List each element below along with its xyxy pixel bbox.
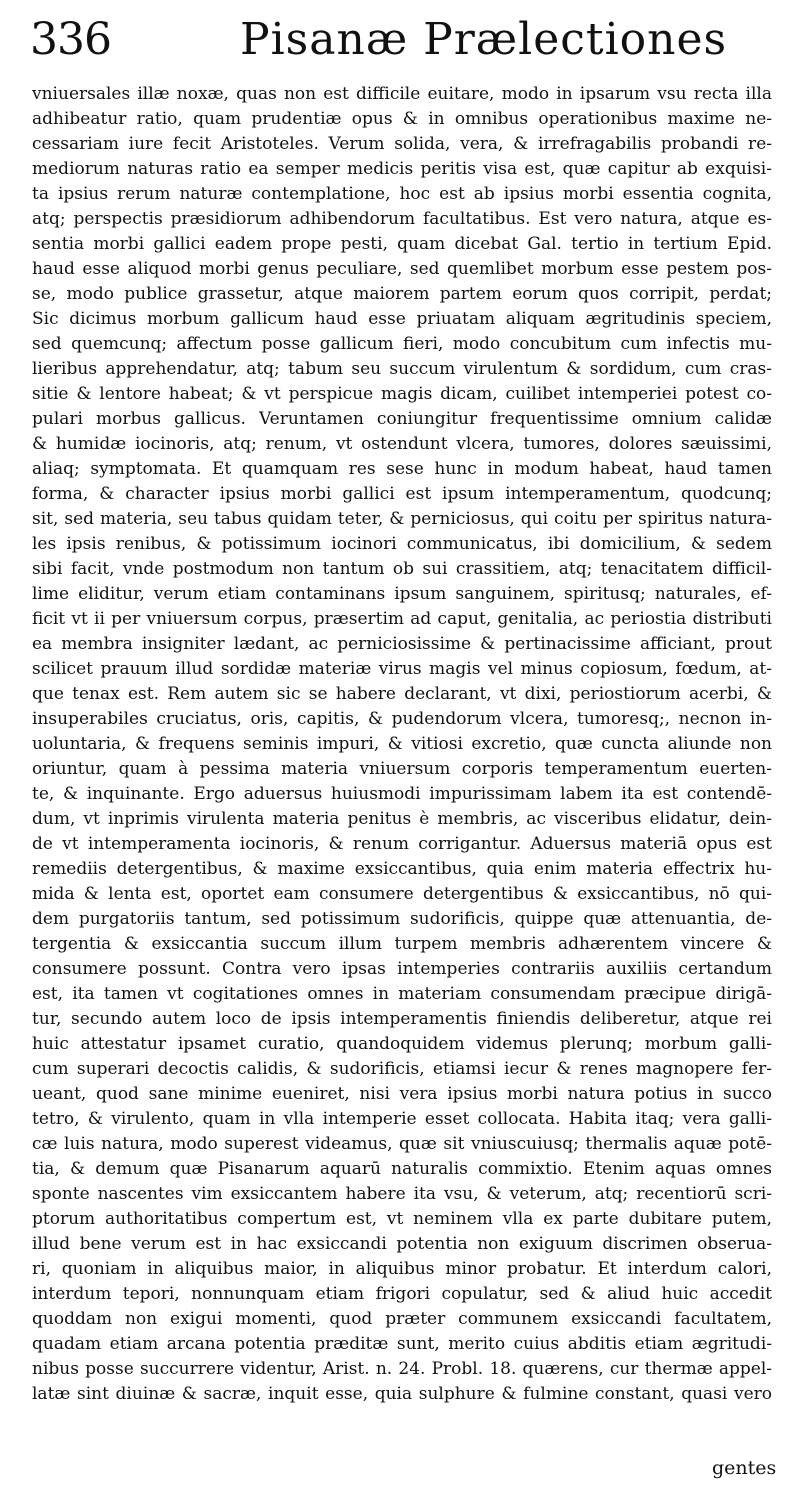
- text-line: adhibeatur ratio, quam prudentiæ opus & in omnibus operationibus maxime ne-: [32, 109, 772, 129]
- text-line: sentia morbi gallici eadem prope pesti, quam dicebat Gal. tertio in tertium Epid.: [32, 234, 772, 254]
- text-line: insuperabiles cruciatus, oris, capitis, & pudendorum vlcera, tumoresq;, necnon in-: [32, 709, 772, 729]
- text-line: huic attestatur ipsamet curatio, quandoquidem videmus plerunq; morbum galli-: [32, 1034, 772, 1054]
- text-line: que tenax est. Rem autem sic se habere declarant, vt dixi, periostiorum acerbi, &: [32, 684, 772, 704]
- text-line: consumere possunt. Contra vero ipsas intemperies contrariis auxiliis certandum: [32, 959, 772, 979]
- text-line: pulari morbus gallicus. Veruntamen coniungitur frequentissime omnium calidæ: [32, 409, 772, 429]
- text-line: cessariam iure fecit Aristoteles. Verum solida, vera, & irrefragabilis probandi re-: [32, 134, 772, 154]
- text-line: atq; perspectis præsidiorum adhibendorum facultatibus. Est vero natura, atque es-: [32, 209, 772, 229]
- text-line: tur, secundo autem loco de ipsis intemperamentis finiendis deliberetur, atque rei: [32, 1009, 772, 1029]
- text-line: dum, vt inprimis virulenta materia penitus è membris, ac visceribus elidatur, dein-: [32, 809, 772, 829]
- text-line: ri, quoniam in aliquibus maior, in aliquibus minor probatur. Et interdum calori,: [32, 1259, 772, 1279]
- text-line: scilicet prauum illud sordidæ materiæ virus magis vel minus copiosum, fœdum, at-: [32, 659, 772, 679]
- text-line: lime eliditur, verum etiam contaminans ipsum sanguinem, spiritusq; naturales, ef-: [32, 584, 772, 604]
- text-line: cum superari decoctis calidis, & sudorificis, etiamsi iecur & renes magnopere fer-: [32, 1059, 772, 1079]
- text-line: quadam etiam arcana potentia præditæ sunt, merito cuius abditis etiam ægritudi-: [32, 1334, 772, 1354]
- text-line: sponte nascentes vim exsiccantem habere ita vsu, & veterum, atq; recentiorū scri-: [32, 1184, 772, 1204]
- text-line: tergentia & exsiccantia succum illum turpem membris adhærentem vincere &: [32, 934, 772, 954]
- text-line: est, ita tamen vt cogitationes omnes in materiam consumendam præcipue dirigā-: [32, 984, 772, 1004]
- text-line: tia, & demum quæ Pisanarum aquarū naturalis commixtio. Etenim aquas omnes: [32, 1159, 772, 1179]
- text-line: les ipsis renibus, & potissimum iocinori communicatus, ibi domicilium, & sedem: [32, 534, 772, 554]
- text-line: vniuersales illæ noxæ, quas non est difficile euitare, modo in ipsarum vsu recta illa: [32, 84, 772, 104]
- text-line: lieribus apprehendatur, atq; tabum seu succum virulentum & sordidum, cum cras-: [32, 359, 772, 379]
- text-line: interdum tepori, nonnunquam etiam frigori copulatur, sed & aliud huic accedit: [32, 1284, 772, 1304]
- text-line: mida & lenta est, oportet eam consumere detergentibus & exsiccantibus, nō qui-: [32, 884, 772, 904]
- text-line: sibi facit, vnde postmodum non tantum ob sui crassitiem, atq; tenacitatem difficil-: [32, 559, 772, 579]
- text-line: te, & inquinante. Ergo aduersus huiusmodi impurissimam labem ita est contendē-: [32, 784, 772, 804]
- text-line: de vt intemperamenta iocinoris, & renum corrigantur. Aduersus materiā opus est: [32, 834, 772, 854]
- text-line: illud bene verum est in hac exsiccandi potentia non exiguum discrimen obserua-: [32, 1234, 772, 1254]
- page-number: 336: [30, 14, 111, 65]
- text-line: dem purgatoriis tantum, sed potissimum sudorificis, quippe quæ attenuantia, de-: [32, 909, 772, 929]
- text-line: sed quemcunq; affectum posse gallicum fieri, modo concubitum cum infectis mu-: [32, 334, 772, 354]
- text-line: nibus posse succurrere videntur, Arist. n. 24. Probl. 18. quærens, cur thermæ appel-: [32, 1359, 772, 1379]
- text-line: ptorum authoritatibus compertum est, vt neminem vlla ex parte dubitare putem,: [32, 1209, 772, 1229]
- text-line: uoluntaria, & frequens seminis impuri, & vitiosi excretio, quæ cuncta aliunde non: [32, 734, 772, 754]
- running-title: Pisanæ Prælectiones: [240, 14, 728, 65]
- body-text: [32, 82, 772, 1407]
- text-line: sitie & lentore habeat; & vt perspicue magis dicam, cuilibet intemperiei potest co-: [32, 384, 772, 404]
- text-line: ea membra insigniter lædant, ac perniciosissime & pertinacissime afficiant, prout: [32, 634, 772, 654]
- text-line: forma, & character ipsius morbi gallici est ipsum intemperamentum, quodcunq;: [32, 484, 772, 504]
- text-line: & humidæ iocinoris, atq; renum, vt ostendunt vlcera, tumores, dolores sæuissimi,: [32, 434, 772, 454]
- catchword: gentes: [712, 1457, 777, 1479]
- text-line: latæ sint diuinæ & sacræ, inquit esse, quia sulphure & fulmine constant, quasi vero: [32, 1384, 772, 1404]
- text-line: mediorum naturas ratio ea semper medicis peritis visa est, quæ capitur ab exquisi-: [32, 159, 772, 179]
- text-line: quoddam non exigui momenti, quod præter communem exsiccandi facultatem,: [32, 1309, 772, 1329]
- text-line: remediis detergentibus, & maxime exsiccantibus, quia enim materia effectrix hu-: [32, 859, 772, 879]
- text-line: ueant, quod sane minime eueniret, nisi vera ipsius morbi natura potius in succo: [32, 1084, 772, 1104]
- text-line: ta ipsius rerum naturæ contemplatione, hoc est ab ipsius morbi essentia cognita,: [32, 184, 772, 204]
- text-line: se, modo publice grassetur, atque maiorem partem eorum quos corripit, perdat;: [32, 284, 772, 304]
- text-line: cæ luis natura, modo superest videamus, quæ sit vniuscuiusq; thermalis aquæ potē-: [32, 1134, 772, 1154]
- text-line: haud esse aliquod morbi genus peculiare, sed quemlibet morbum esse pestem pos-: [32, 259, 772, 279]
- text-line: sit, sed materia, seu tabus quidam teter, & perniciosus, qui coitu per spiritus natura-: [32, 509, 772, 529]
- text-line: tetro, & virulento, quam in vlla intemperie esset collocata. Habita itaq; vera galli-: [32, 1109, 772, 1129]
- text-line: aliaq; symptomata. Et quamquam res sese hunc in modum habeat, haud tamen: [32, 459, 772, 479]
- text-line: oriuntur, quam à pessima materia vniuersum corporis temperamentum euerten-: [32, 759, 772, 779]
- text-line: ficit vt ii per vniuersum corpus, præsertim ad caput, genitalia, ac periostia distributi: [32, 609, 772, 629]
- text-line: Sic dicimus morbum gallicum haud esse priuatam aliquam ægritudinis speciem,: [32, 309, 772, 329]
